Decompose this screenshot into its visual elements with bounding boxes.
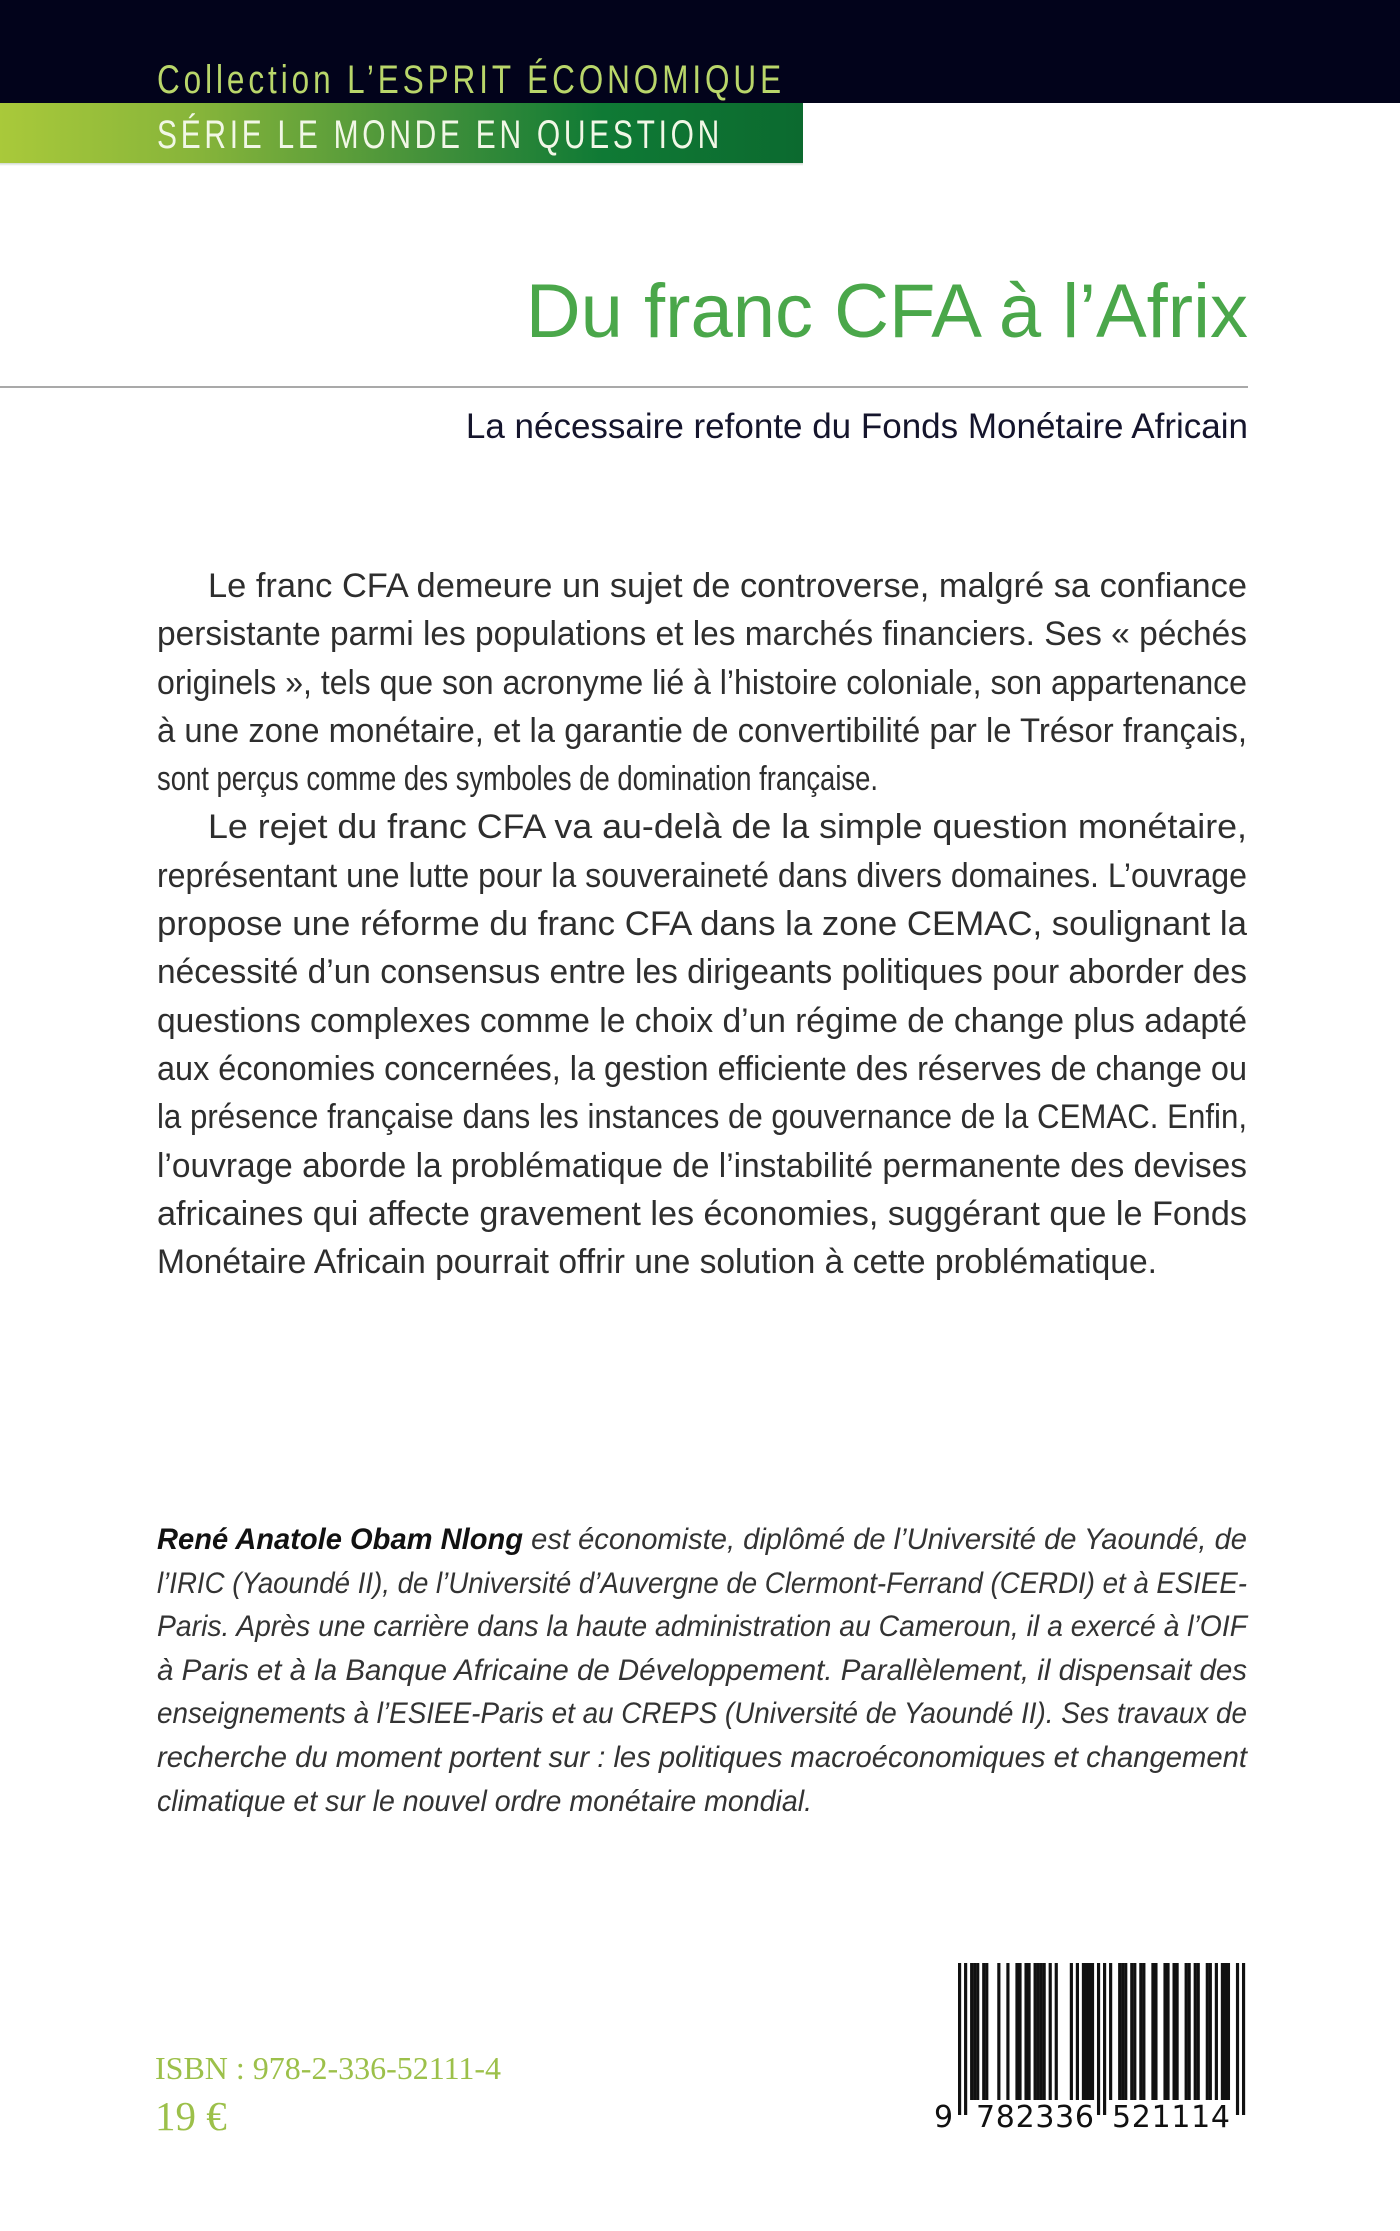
barcode-digit-prefix: 9 [934, 2100, 954, 2135]
summary-line: propose une réforme du franc CFA dans la zone CEMAC, soulignant la [157, 905, 1247, 944]
bio-line: Paris. Après une carrière dans la haute administration au Cameroun, il a exercé à l’OIF [157, 1610, 1247, 1644]
bio-line: à Paris et à la Banque Africaine de Développement. Parallèlement, il dispensait des [157, 1653, 1247, 1687]
summary-line: Le rejet du franc CFA va au-delà de la simple question monétaire, [208, 808, 1247, 847]
series-label-text: SÉRIE LE MONDE EN QUESTION [157, 113, 723, 157]
summary-line: nécessité d’un consensus entre les dirigeants politiques pour aborder des [157, 953, 1247, 992]
series-label [157, 113, 914, 157]
book-subtitle: La nécessaire refonte du Fonds Monétaire Africain [465, 407, 1248, 446]
summary-line: africaines qui affecte gravement les économies, suggérant que le Fonds [157, 1194, 1247, 1233]
collection-label [157, 58, 955, 102]
barcode-bars [958, 1963, 1245, 2115]
barcode-digits-left: 782336 [976, 2100, 1094, 2135]
barcode-digits-right: 521114 [1112, 2100, 1230, 2135]
summary-line: à une zone monétaire, et la garantie de convertibilité par le Trésor français, [157, 711, 1247, 750]
author-name: René Anatole Obam Nlong [157, 1523, 524, 1556]
series-band-shadow [0, 163, 803, 166]
summary-line: originels », tels que son acronyme lié à l’histoire coloniale, son appartenance [157, 663, 1247, 702]
summary-line: Monétaire Africain pourrait offrir une solution à cette problématique. [157, 1243, 1157, 1282]
bio-line: climatique et sur le nouvel ordre monétaire mondial. [157, 1784, 812, 1818]
bio-line: René Anatole Obam Nlong est économiste, diplômé de l’Université de Yaoundé, de [157, 1523, 1247, 1556]
summary-line: l’ouvrage aborde la problématique de l’instabilité permanente des devises [157, 1146, 1247, 1185]
book-title: Du franc CFA à l’Afrix [525, 269, 1248, 354]
bio-line: l’IRIC (Yaoundé II), de l’Université d’Auvergne de Clermont-Ferrand (CERDI) et à ESIEE- [157, 1566, 1247, 1600]
summary-line: persistante parmi les populations et les marchés financiers. Ses « péchés [157, 615, 1247, 654]
summary-line: représentant une lutte pour la souveraineté dans divers domaines. L’ouvrage [157, 856, 1247, 895]
collection-label-text: Collection L’ESPRIT ÉCONOMIQUE [157, 58, 785, 102]
bio-line: recherche du moment portent sur : les politiques macroéconomiques et changement [157, 1740, 1247, 1774]
isbn-label: ISBN : 978-2-336-52111-4 [155, 2050, 502, 2086]
summary-line: la présence française dans les instances de gouvernance de la CEMAC. Enfin, [157, 1098, 1247, 1137]
isbn-barcode [930, 1955, 1260, 2135]
title-divider [0, 386, 1248, 388]
summary-line: Le franc CFA demeure un sujet de controverse, malgré sa confiance [208, 567, 1247, 605]
book-summary [157, 562, 1247, 1286]
price-label: 19 € [155, 2093, 227, 2139]
summary-line: questions complexes comme le choix d’un régime de change plus adapté [157, 1001, 1247, 1040]
summary-line: aux économies concernées, la gestion efficiente des réserves de change ou [157, 1049, 1247, 1088]
summary-line: sont perçus comme des symboles de domination française. [157, 760, 878, 799]
bio-line: enseignements à l’ESIEE-Paris et au CREPS (Université de Yaoundé II). Ses travaux de [157, 1697, 1247, 1731]
author-bio [157, 1518, 1247, 1823]
